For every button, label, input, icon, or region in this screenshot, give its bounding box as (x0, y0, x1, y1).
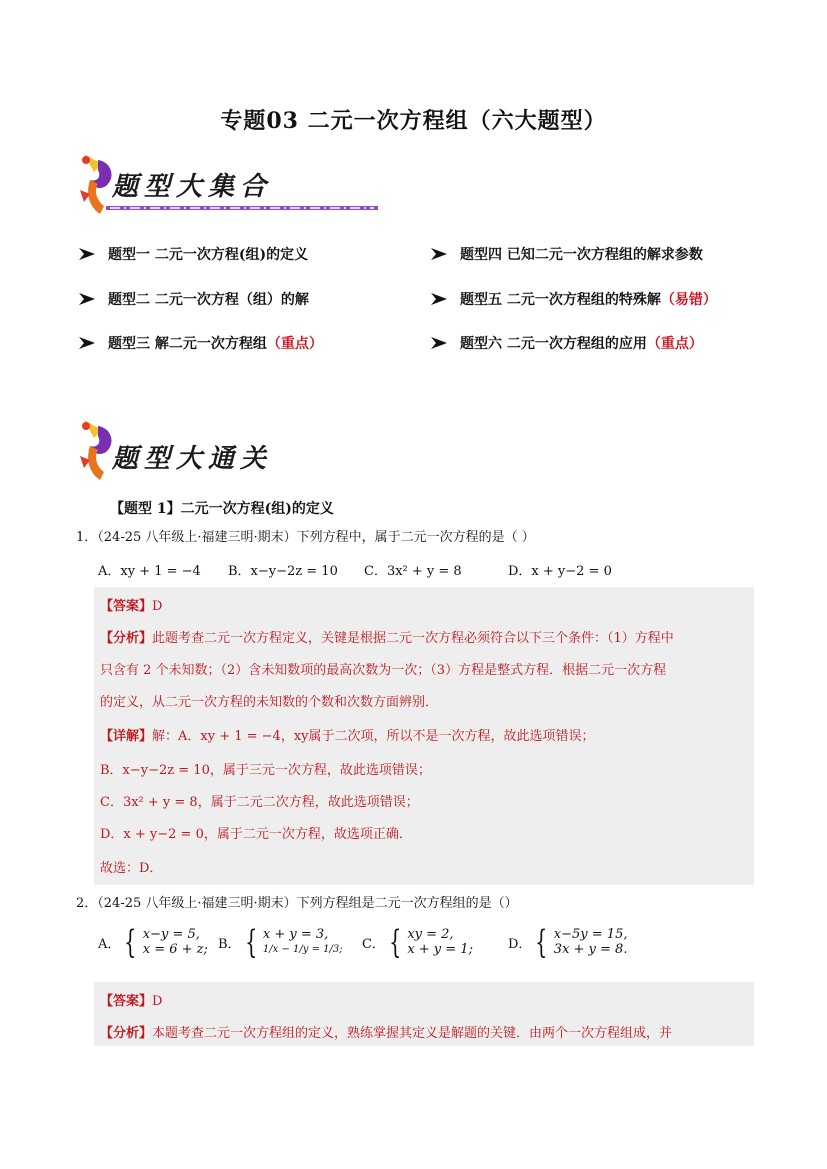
arrow-bullet-icon (430, 336, 448, 350)
answer-tag: 【答案】 (100, 599, 153, 614)
answer-value: D (152, 599, 163, 614)
toc-item-type4[interactable] (430, 244, 703, 264)
toc-item-type2[interactable] (78, 289, 309, 309)
arrow-bullet-icon (430, 292, 448, 306)
toc-label: 题型四 已知二元一次方程组的解求参数 (460, 247, 703, 263)
question-1-stem: 1．（24-25 八年级上·福建三明·期末）下列方程中，属于二元一次方程的是（ ） (76, 530, 535, 545)
option-d[interactable]: D．x + y−2 = 0 (508, 564, 612, 579)
analysis-line: 此题考查二元一次方程定义，关键是根据二元一次方程必须符合以下三个条件：（1）方程中 (152, 631, 674, 646)
answer-tag: 【答案】 (100, 994, 153, 1009)
detail-line: D．x + y−2 = 0，属于二元一次方程，故选项正确． (100, 827, 412, 842)
arrow-bullet-icon (78, 247, 96, 261)
option-b[interactable]: B．x−y−2z = 10 (228, 564, 338, 579)
toc-label: 题型五 二元一次方程组的特殊解 (460, 292, 661, 308)
question-2-stem: 2．（24-25 八年级上·福建三明·期末）下列方程组是二元一次方程组的是（） (76, 896, 518, 911)
arrow-bullet-icon (78, 336, 96, 350)
option-b[interactable]: B． { x + y = 3, 1/x − 1/y = 1/3; (218, 923, 343, 961)
analysis-line: 本题考查二元一次方程组的定义，熟练掌握其定义是解题的关键．由两个一次方程组成，并 (152, 1026, 673, 1041)
option-c[interactable]: C．3x² + y = 8 (364, 564, 462, 579)
toc-item-type1[interactable] (78, 244, 308, 264)
analysis-line: 的定义，从二元一次方程的未知数的个数和次数方面辨别． (100, 695, 439, 710)
toc-label: 题型一 二元一次方程(组)的定义 (108, 247, 309, 263)
section-heading: 【题型 1】二元一次方程(组)的定义 (110, 501, 334, 517)
error-prone-tag: （易错） (660, 292, 717, 308)
key-point-tag: （重点） (646, 336, 703, 352)
toc-label: 题型二 二元一次方程（组）的解 (108, 292, 309, 308)
arrow-bullet-icon (78, 292, 96, 306)
banner-underline (106, 205, 378, 211)
answer-box-1 (94, 587, 754, 885)
toc-item-type6[interactable] (430, 333, 703, 353)
detail-line: C．3x² + y = 8，属于二元二次方程，故此选项错误； (100, 795, 419, 810)
page-title: 专题03 二元一次方程组（六大题型） (220, 108, 607, 134)
analysis-line: 只含有 2 个未知数；（2）含未知数项的最高次数为一次；（3）方程是整式方程．根据二元一次方程 (100, 663, 667, 678)
banner-title: 题型大通关 (112, 444, 273, 474)
option-d[interactable]: D． { x−5y = 15, 3x + y = 8. (508, 923, 628, 961)
option-a[interactable]: A．xy + 1 = −4 (98, 564, 201, 579)
toc-label: 题型六 二元一次方程组的应用 (460, 336, 647, 352)
banner-question-types (76, 150, 316, 218)
toc-item-type3[interactable] (78, 333, 323, 353)
toc-item-type5[interactable] (430, 289, 717, 309)
option-a[interactable]: A． { x−y = 5, x = 6 + z; (98, 923, 208, 961)
detail-line: B．x−y−2z = 10，属于三元一次方程，故此选项错误； (100, 763, 431, 778)
arrow-bullet-icon (430, 247, 448, 261)
answer-value: D (152, 994, 163, 1009)
question-2-options (98, 923, 658, 966)
analysis-tag: 【分析】 (100, 631, 153, 646)
toc-label: 题型三 解二元一次方程组 (108, 336, 267, 352)
analysis-tag: 【分析】 (100, 1026, 153, 1041)
detail-line: 故选：D． (100, 861, 163, 876)
detail-line: 解：A．xy + 1 = −4，xy属于二次项，所以不是一次方程，故此选项错误； (152, 729, 595, 744)
key-point-tag: （重点） (266, 336, 323, 352)
banner-title: 题型大集合 (112, 172, 273, 202)
answer-box-2 (94, 982, 754, 1046)
detail-tag: 【详解】 (100, 729, 153, 744)
option-c[interactable]: C． { xy = 2, x + y = 1; (362, 923, 473, 961)
banner-question-practice (76, 416, 316, 484)
